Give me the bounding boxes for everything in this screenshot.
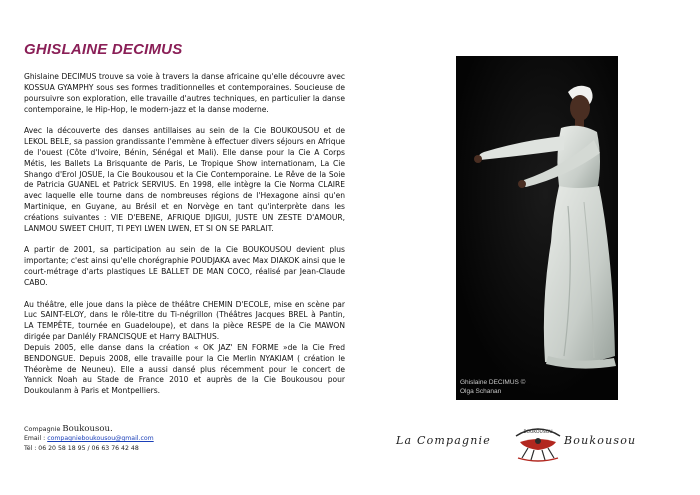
paragraph-intro: Ghislaine DECIMUS trouve sa voie à travers la danse africaine qu'elle découvre avec KOSSUA GYAMPHY sous ses formes traditionnelles et contemporaines. Soucieuse de poursuivre son exploration, elle travaille d'autres techniques, en particulier la danse contemporaine, le Hip-Hop, le modern-jazz et la danse moderne. bbox=[24, 72, 345, 114]
page-title: GHISLAINE DECIMUS bbox=[24, 41, 183, 58]
phone-label: Tél : bbox=[24, 445, 39, 452]
paragraph-recent: Depuis 2005, elle danse dans la création « OK JAZ' EN FORME »de la Cie Fred BENDONGUE. Depuis 2008, elle travaille pour la Cie Merlin NYAKIAM ( création le Théorème de Neuneu). Elle a aussi dansé plus récemment pour le concert de Yannick Noah au Stade de France 2010 et auprès de la Cie Boukousou pour Doukoulanm à Paris et Montpelliers. bbox=[24, 342, 345, 396]
logo-text-right: Boukousou bbox=[564, 434, 637, 447]
company-line bbox=[24, 424, 224, 434]
logo-emblem-icon bbox=[510, 424, 566, 464]
logo-emblem-text: BOUKOUSOU bbox=[523, 430, 553, 435]
company-logo bbox=[396, 424, 686, 464]
paragraph-boukousou: A partir de 2001, sa participation au sein de la Cie BOUKOUSOU devient plus importante; c'est ainsi qu'elle chorégraphie POUDJAKA avec Max DIAKOK ainsi que le court-métrage d'arts plastiques LE BALLET DE MAN COCO, réalisé par Jean-Claude CABO. bbox=[24, 245, 345, 287]
email-link[interactable]: compagnieboukousou@gmail.com bbox=[47, 435, 154, 442]
biography-text bbox=[24, 72, 345, 408]
paragraph-theatre: Au théâtre, elle joue dans la pièce de théâtre CHEMIN D'ECOLE, mise en scène par Luc SAINT-ELOY, dans le rôle-titre du Ti-négrillon (Théâtres Jacques BREL à Pantin, LA TEMPÊTE, tournée en Guadeloupe), et dans la pièce RESPE de la Cie MAWON dirigée par Danlély FRANCISQUE et Harry BALTHUS. bbox=[24, 299, 345, 342]
logo-text-left: La Compagnie bbox=[396, 434, 491, 447]
company-name: Boukousou. bbox=[62, 424, 113, 434]
dancer-illustration bbox=[456, 56, 618, 400]
company-prefix: Compagnie bbox=[24, 425, 63, 433]
paragraph-career: Avec la découverte des danses antillaises au sein de la Cie BOUKOUSOU et de LEKOL BELE, sa passion grandissante l'emmène à effectuer divers séjours en Afrique de l'ouest (Côte d'Ivoire, Bénin, Sénégal et Mali). Elle danse pour la Cie A Corps Métis, les Ballets La Brisquante de Paris, Le Tropique Show internationam, La Cie Shango d'Erol JOSUE, la Cie Boukousou et la Cie Contemporaine. Le Rêve de la Soie de Patricia GUANEL et Patrick SERVIUS. En 1998, elle intègre la Cie Norma CLAIRE avec laquelle elle tourne dans de nombreuses régions de l'Hexagone ainsi qu'en Martinique, en Guyane, au Brésil et en Norvège en tant qu'interprète dans les créations suivantes : VIE D'EBENE, AFRIQUE DJIGUI, JUSTE UN ZESTE D'AMOUR, LANMOU SWEET CHUIT, TI PEYI LWEN LWEN, ET SI ON SE PARLAIT. bbox=[24, 126, 345, 233]
contact-footer bbox=[24, 424, 224, 454]
photo-credit-author: Olga Schanan bbox=[460, 388, 502, 395]
photo-credit-name: Ghislaine DECIMUS © bbox=[460, 379, 526, 386]
phone-line bbox=[24, 444, 224, 454]
dancer-photo bbox=[456, 56, 618, 400]
email-label: Email : bbox=[24, 435, 48, 442]
email-line bbox=[24, 434, 224, 444]
phone-numbers: 06 20 58 18 95 / 06 63 76 42 48 bbox=[38, 445, 139, 452]
